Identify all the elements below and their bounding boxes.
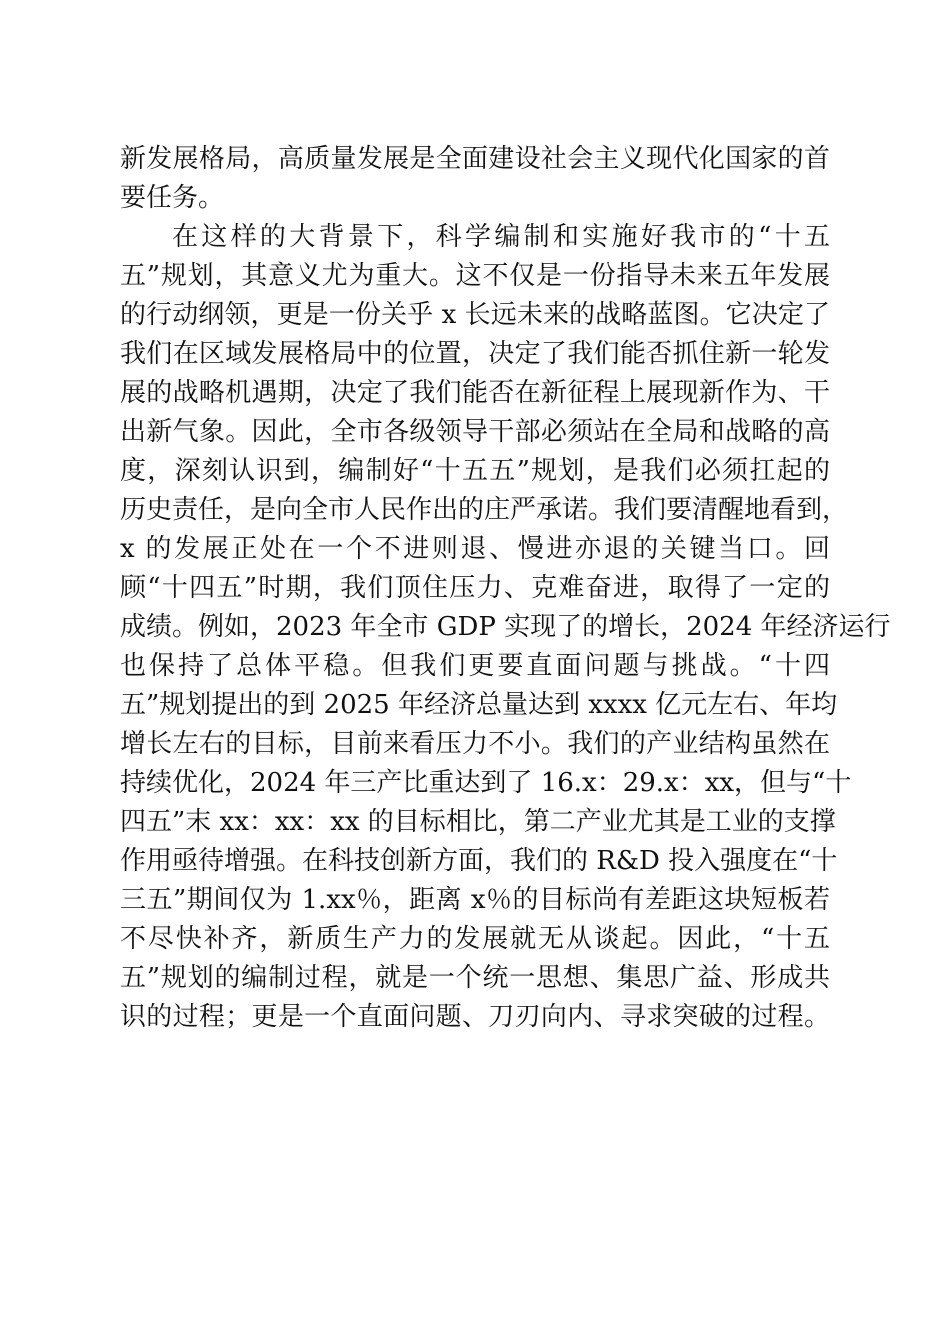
text-line: 要任务。	[120, 183, 225, 213]
text-line: 五”规划，其意义尤为重大。这不仅是一份指导未来五年发展	[120, 261, 830, 291]
text-line: 成绩。例如，2023 年全市 GDP 实现了的增长，2024 年经济运行	[120, 612, 891, 642]
text-line: 五”规划提出的到 2025 年经济总量达到 xxxx 亿元左右、年均	[120, 690, 838, 720]
text-line: 新发展格局，高质量发展是全面建设社会主义现代化国家的首	[120, 144, 830, 174]
text-line: 四五”末 xx：xx：xx 的目标相比，第二产业尤其是工业的支撑	[120, 807, 836, 837]
body-text	[120, 140, 891, 1037]
text-line: 增长左右的目标，目前来看压力不小。我们的产业结构虽然在	[120, 729, 830, 759]
text-line: 作用亟待增强。在科技创新方面，我们的 R&D 投入强度在“十	[120, 846, 838, 876]
text-line: 三五”期间仅为 1.xx％，距离 x％的目标尚有差距这块短板若	[120, 885, 830, 915]
text-line: 五”规划的编制过程，就是一个统一思想、集思广益、形成共	[120, 963, 830, 993]
text-line: 历史责任，是向全市人民作出的庄严承诺。我们要清醒地看到，	[120, 495, 849, 525]
text-line: 展的战略机遇期，决定了我们能否在新征程上展现新作为、干	[120, 378, 830, 408]
text-line: 度，深刻认识到，编制好“十五五”规划，是我们必须扛起的	[120, 456, 830, 486]
text-line: 持续优化，2024 年三产比重达到了 16.x：29.x：xx，但与“十	[120, 768, 852, 798]
text-line: 识的过程；更是一个直面问题、刀刃向内、寻求突破的过程。	[120, 1002, 830, 1032]
text-line: 的行动纲领，更是一份关乎 x 长远未来的战略蓝图。它决定了	[120, 300, 830, 330]
text-line: 也保持了总体平稳。但我们更要直面问题与挑战。“十四	[120, 651, 830, 681]
text-line: 顾“十四五”时期，我们顶住压力、克难奋进，取得了一定的	[120, 573, 830, 603]
text-line: 我们在区域发展格局中的位置，决定了我们能否抓住新一轮发	[120, 339, 830, 369]
text-line: 出新气象。因此，全市各级领导干部必须站在全局和战略的高	[120, 417, 830, 447]
paragraph-first-line: 在这样的大背景下，科学编制和实施好我市的“十五	[172, 222, 830, 252]
text-line: 不尽快补齐，新质生产力的发展就无从谈起。因此，“十五	[120, 924, 830, 954]
text-line: x 的发展正处在一个不进则退、慢进亦退的关键当口。回	[120, 534, 830, 564]
